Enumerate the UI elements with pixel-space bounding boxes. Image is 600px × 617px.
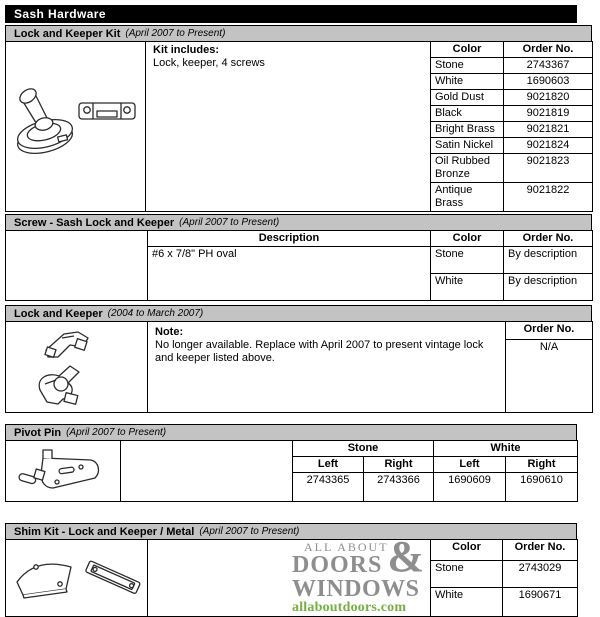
color-cell: Antique Brass <box>431 183 504 212</box>
pivot-illustration-cell <box>6 441 121 502</box>
stone-left-header: Left <box>293 457 364 473</box>
order-cell: 2743029 <box>503 561 578 588</box>
lock-and-keeper-old-table <box>5 321 593 413</box>
description-cell: #6 x 7/8" PH oval <box>148 247 431 301</box>
pivot-pin-illustration <box>11 446 116 496</box>
table-row <box>6 441 578 457</box>
logo-line-doors: DOORS <box>292 552 383 578</box>
shim-kit-table <box>5 539 578 617</box>
section-header-screw <box>5 214 592 231</box>
order-column-header: Order No. <box>506 322 593 340</box>
order-cell: By description <box>504 247 593 274</box>
note-text: No longer available. Replace with April 2007 to present vintage lock and keeper listed above. <box>155 339 484 364</box>
color-cell: Gold Dust <box>431 90 504 106</box>
logo-cell <box>148 540 431 617</box>
color-cell: White <box>431 74 504 90</box>
section-header-shim-kit <box>5 523 577 540</box>
white-group-header: White <box>434 441 578 457</box>
section-title: Lock and Keeper Kit <box>14 27 121 40</box>
section-title: Pivot Pin <box>14 426 62 439</box>
section-title: Lock and Keeper <box>14 307 103 320</box>
color-cell: Black <box>431 106 504 122</box>
order-cell: N/A <box>506 340 593 413</box>
order-cell: 9021820 <box>504 90 593 106</box>
table-row <box>6 540 578 561</box>
note-label: Note: <box>155 326 184 338</box>
order-cell: 1690603 <box>504 74 593 90</box>
lock-and-keeper-kit-table <box>5 41 593 212</box>
color-cell: Stone <box>431 58 504 74</box>
white-left-header: Left <box>434 457 506 473</box>
empty-illustration-cell <box>6 231 148 301</box>
pivot-pin-table <box>5 440 578 502</box>
color-cell: Stone <box>431 561 503 588</box>
order-cell: By description <box>504 274 593 301</box>
order-cell: 9021822 <box>504 183 593 212</box>
stone-right-header: Right <box>364 457 434 473</box>
screw-table <box>5 230 593 301</box>
logo-line-url: allaboutdoors.com <box>292 600 407 615</box>
color-column-header: Color <box>431 540 503 561</box>
old-lock-and-keeper-illustration <box>12 324 142 410</box>
color-cell: Bright Brass <box>431 122 504 138</box>
order-cell: 9021823 <box>504 154 593 183</box>
white-right-header: Right <box>506 457 578 473</box>
section-date-range: (2004 to March 2007) <box>107 308 204 319</box>
order-cell: 1690671 <box>503 588 578 617</box>
section-header-lock-and-keeper-old <box>5 305 592 322</box>
color-cell: White <box>431 588 503 617</box>
order-cell: 2743366 <box>364 473 434 502</box>
section-date-range: (April 2007 to Present) <box>199 526 300 537</box>
section-date-range: (April 2007 to Present) <box>179 217 280 228</box>
allaboutdoors-logo <box>292 539 424 615</box>
logo-ampersand: & <box>387 539 424 581</box>
section-title: Shim Kit - Lock and Keeper / Metal <box>14 525 195 538</box>
color-cell: White <box>431 274 504 301</box>
sash-lock-and-keeper-illustration <box>11 79 141 175</box>
shim-illustration-cell <box>6 540 148 617</box>
color-cell: Stone <box>431 247 504 274</box>
kit-includes-text: Lock, keeper, 4 screws <box>153 57 265 69</box>
description-column-header: Description <box>148 231 431 247</box>
order-cell: 1690610 <box>506 473 578 502</box>
old-lock-illustration-cell <box>6 322 148 413</box>
table-row <box>6 322 593 340</box>
order-column-header: Order No. <box>504 231 593 247</box>
kit-includes-label: Kit includes: <box>153 44 220 56</box>
page-title-bar <box>5 5 577 23</box>
color-cell: Oil Rubbed Bronze <box>431 154 504 183</box>
order-cell: 2743365 <box>293 473 364 502</box>
order-cell: 9021819 <box>504 106 593 122</box>
section-header-lock-and-keeper-kit <box>5 25 592 42</box>
section-date-range: (April 2007 to Present) <box>125 28 226 39</box>
kit-illustration-cell <box>6 42 146 212</box>
order-cell: 2743367 <box>504 58 593 74</box>
order-column-header: Order No. <box>503 540 578 561</box>
order-cell: 9021824 <box>504 138 593 154</box>
page-title: Sash Hardware <box>14 7 106 21</box>
shim-kit-illustration <box>9 552 144 604</box>
logo-line-windows: WINDOWS <box>292 576 420 602</box>
order-cell: 9021821 <box>504 122 593 138</box>
section-header-pivot-pin <box>5 424 577 441</box>
color-cell: Satin Nickel <box>431 138 504 154</box>
table-row <box>6 231 593 247</box>
section-title: Screw - Sash Lock and Keeper <box>14 216 175 229</box>
empty-cell <box>121 441 293 502</box>
stone-group-header: Stone <box>293 441 434 457</box>
color-column-header: Color <box>431 231 504 247</box>
logo-line-all-about: ALL ABOUT <box>304 540 389 554</box>
kit-includes-cell <box>146 42 431 212</box>
order-column-header: Order No. <box>504 42 593 58</box>
color-column-header: Color <box>431 42 504 58</box>
order-cell: 1690609 <box>434 473 506 502</box>
note-cell <box>148 322 506 413</box>
table-row <box>6 42 593 58</box>
section-date-range: (April 2007 to Present) <box>66 427 167 438</box>
